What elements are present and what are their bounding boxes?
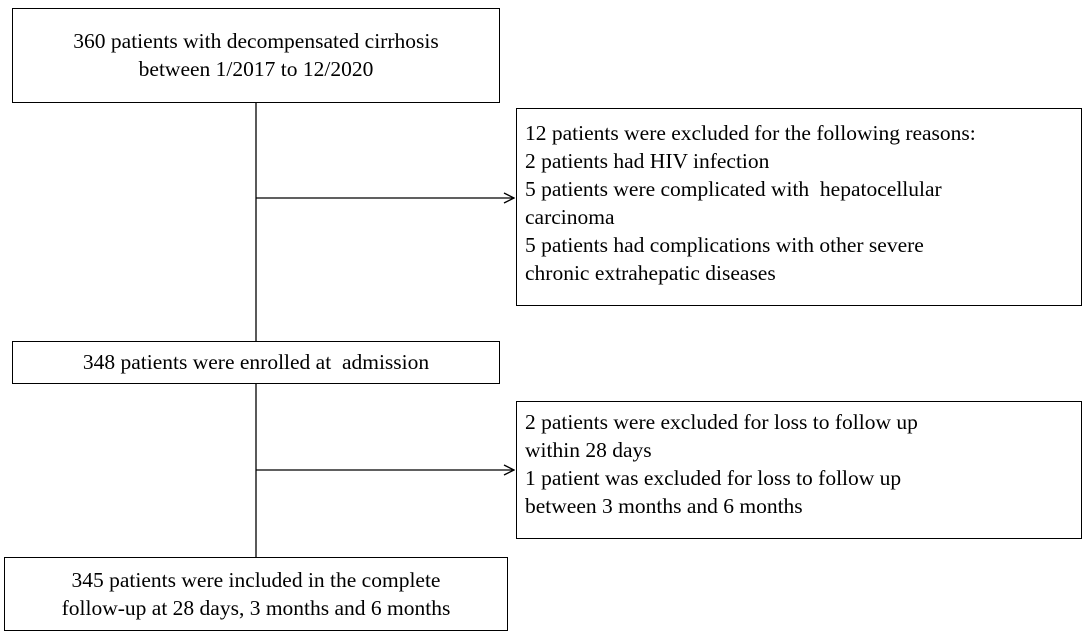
start-cohort-line: between 1/2017 to 12/2020 [138, 57, 374, 81]
final-cohort-line: 345 patients were included in the complete [71, 568, 441, 592]
final-cohort-box [4, 557, 508, 631]
start-cohort-line: 360 patients with decompensated cirrhosis [73, 29, 439, 53]
exclusion-1-line: carcinoma [525, 205, 615, 229]
exclusion-2-line: 1 patient was excluded for loss to follow up [525, 466, 902, 490]
exclusion-1-line: 5 patients had complications with other severe [525, 233, 924, 257]
exclusion-1-line: 5 patients were complicated with hepatocellular [525, 177, 942, 201]
exclusion-2-line: 2 patients were excluded for loss to follow up [525, 410, 918, 434]
exclusion-1-line: chronic extrahepatic diseases [525, 261, 776, 285]
enrolled-box [12, 341, 500, 384]
exclusion-1-line: 2 patients had HIV infection [525, 149, 770, 173]
start-cohort-box [12, 8, 500, 103]
final-cohort-line: follow-up at 28 days, 3 months and 6 months [61, 596, 451, 620]
exclusion-box-2 [516, 401, 1082, 539]
exclusion-box-1 [516, 108, 1082, 306]
exclusion-1-line: 12 patients were excluded for the following reasons: [525, 121, 976, 145]
exclusion-2-line: between 3 months and 6 months [525, 494, 803, 518]
exclusion-2-line: within 28 days [525, 438, 652, 462]
enrolled-line: 348 patients were enrolled at admission [82, 350, 430, 374]
